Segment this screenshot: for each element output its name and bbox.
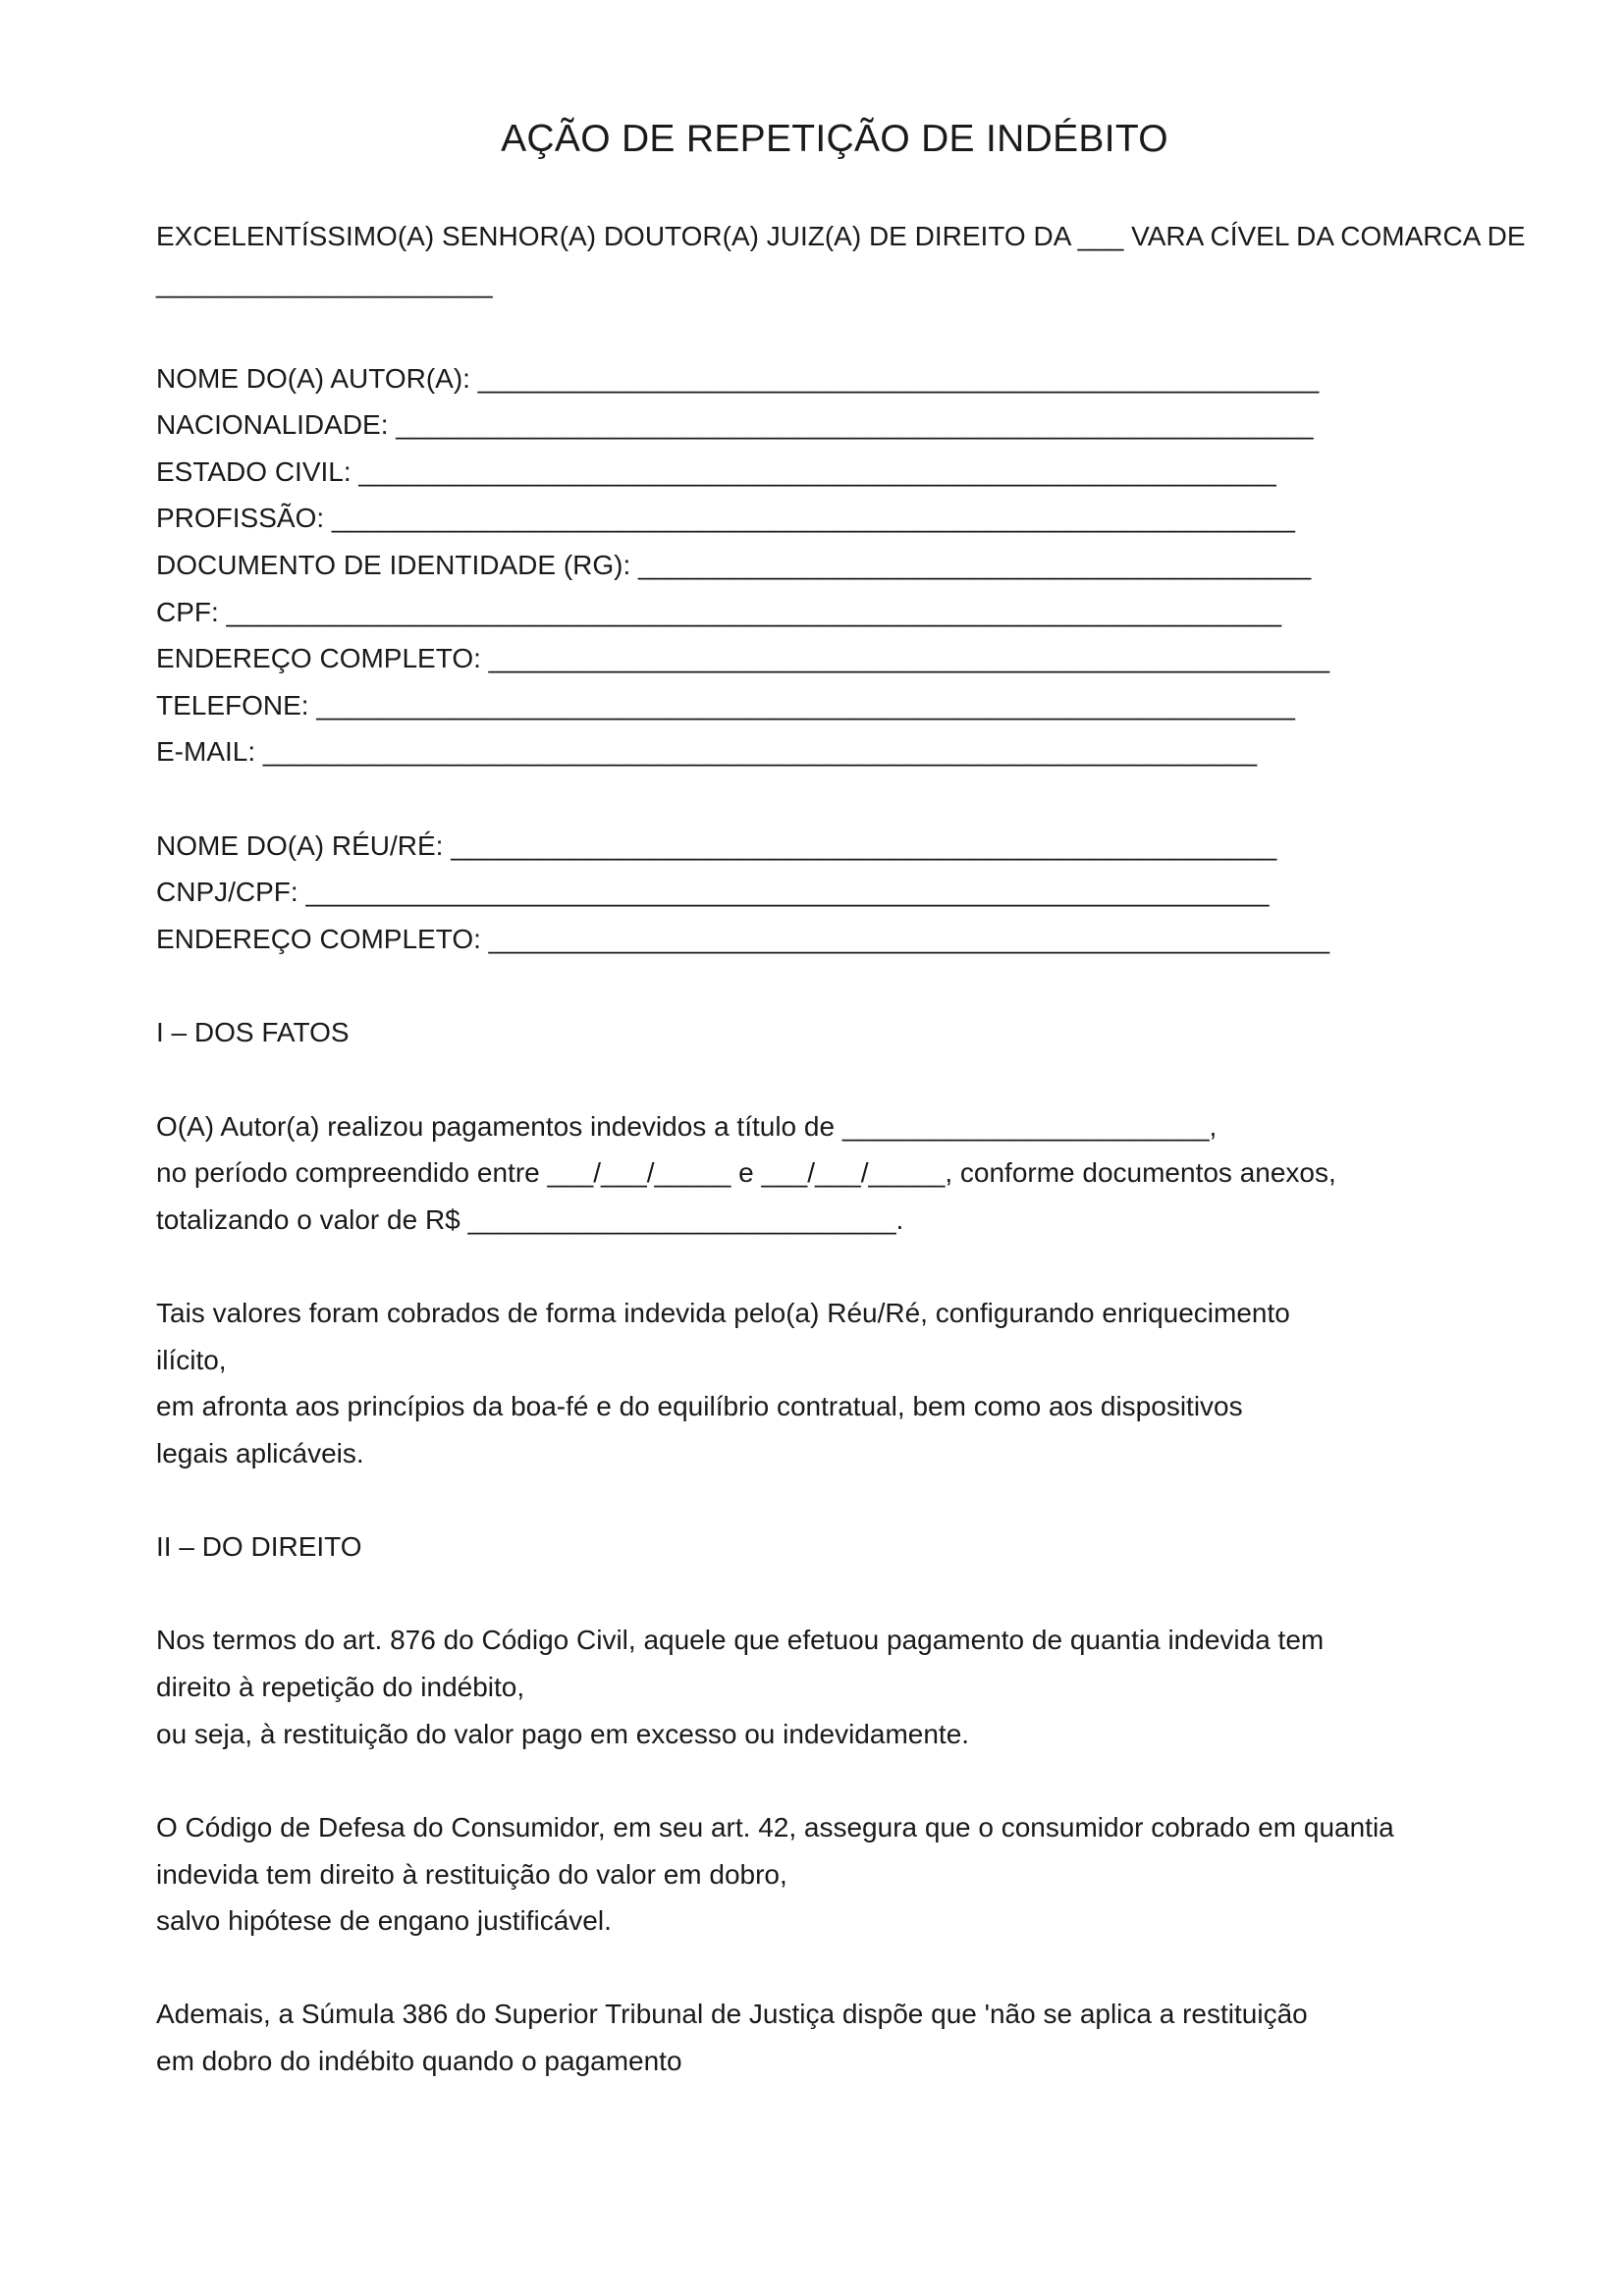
law-paragraph-line: indevida tem direito à restituição do valor em dobro, (156, 1859, 787, 1890)
document-title: AÇÃO DE REPETIÇÃO DE INDÉBITO (501, 118, 1168, 160)
law-paragraph-line: O Código de Defesa do Consumidor, em seu art. 42, assegura que o consumidor cobrado em quantia (156, 1812, 1394, 1842)
section-heading-facts: I – DOS FATOS (156, 1017, 350, 1047)
facts-paragraph-line: legais aplicáveis. (156, 1438, 364, 1468)
facts-paragraph-line: em afronta aos princípios da boa-fé e do equilíbrio contratual, bem como aos dispositivos (156, 1391, 1243, 1421)
court-address-line: EXCELENTÍSSIMO(A) SENHOR(A) DOUTOR(A) JUIZ(A) DE DIREITO DA ___ VARA CÍVEL DA COMARCA DE (156, 221, 1526, 251)
field-author-name: NOME DO(A) AUTOR(A): _______________________________________________________ (156, 363, 1320, 394)
field-profession: PROFISSÃO: _______________________________________________________________ (156, 503, 1295, 533)
field-cpf: CPF: _____________________________________________________________________ (156, 597, 1282, 627)
field-defendant-name: NOME DO(A) RÉU/RÉ: ______________________________________________________ (156, 830, 1277, 861)
facts-paragraph-line: ilícito, (156, 1345, 227, 1375)
law-paragraph-line: Nos termos do art. 876 do Código Civil, aquele que efetuou pagamento de quantia indevida tem (156, 1625, 1325, 1655)
field-email: E-MAIL: _________________________________________________________________ (156, 736, 1258, 767)
facts-paragraph-line: totalizando o valor de R$ ____________________________. (156, 1204, 904, 1235)
field-rg: DOCUMENTO DE IDENTIDADE (RG): ____________________________________________ (156, 550, 1312, 580)
section-heading-law: II – DO DIREITO (156, 1531, 362, 1562)
law-paragraph-line: direito à repetição do indébito, (156, 1672, 525, 1702)
field-defendant-cnpj: CNPJ/CPF: _______________________________________________________________ (156, 877, 1270, 907)
field-marital-status: ESTADO CIVIL: ____________________________________________________________ (156, 456, 1276, 487)
law-paragraph-line: em dobro do indébito quando o pagamento (156, 2046, 682, 2076)
law-paragraph-line: Ademais, a Súmula 386 do Superior Tribunal de Justiça dispõe que 'não se aplica a restituição (156, 1999, 1308, 2029)
facts-paragraph-line: O(A) Autor(a) realizou pagamentos indevidos a título de ________________________, (156, 1111, 1218, 1142)
field-defendant-address: ENDEREÇO COMPLETO: _______________________________________________________ (156, 924, 1330, 954)
facts-paragraph-line: no período compreendido entre ___/___/_____ e ___/___/_____, conforme documentos anexos, (156, 1157, 1336, 1188)
field-author-address: ENDEREÇO COMPLETO: _______________________________________________________ (156, 643, 1330, 673)
court-district-blank: ______________________ (156, 268, 493, 298)
law-paragraph-line: salvo hipótese de engano justificável. (156, 1905, 612, 1936)
field-nationality: NACIONALIDADE: ____________________________________________________________ (156, 409, 1314, 440)
law-paragraph-line: ou seja, à restituição do valor pago em excesso ou indevidamente. (156, 1719, 970, 1749)
facts-paragraph-line: Tais valores foram cobrados de forma indevida pelo(a) Réu/Ré, configurando enriquecimento (156, 1298, 1290, 1328)
field-phone: TELEFONE: ________________________________________________________________ (156, 690, 1295, 721)
